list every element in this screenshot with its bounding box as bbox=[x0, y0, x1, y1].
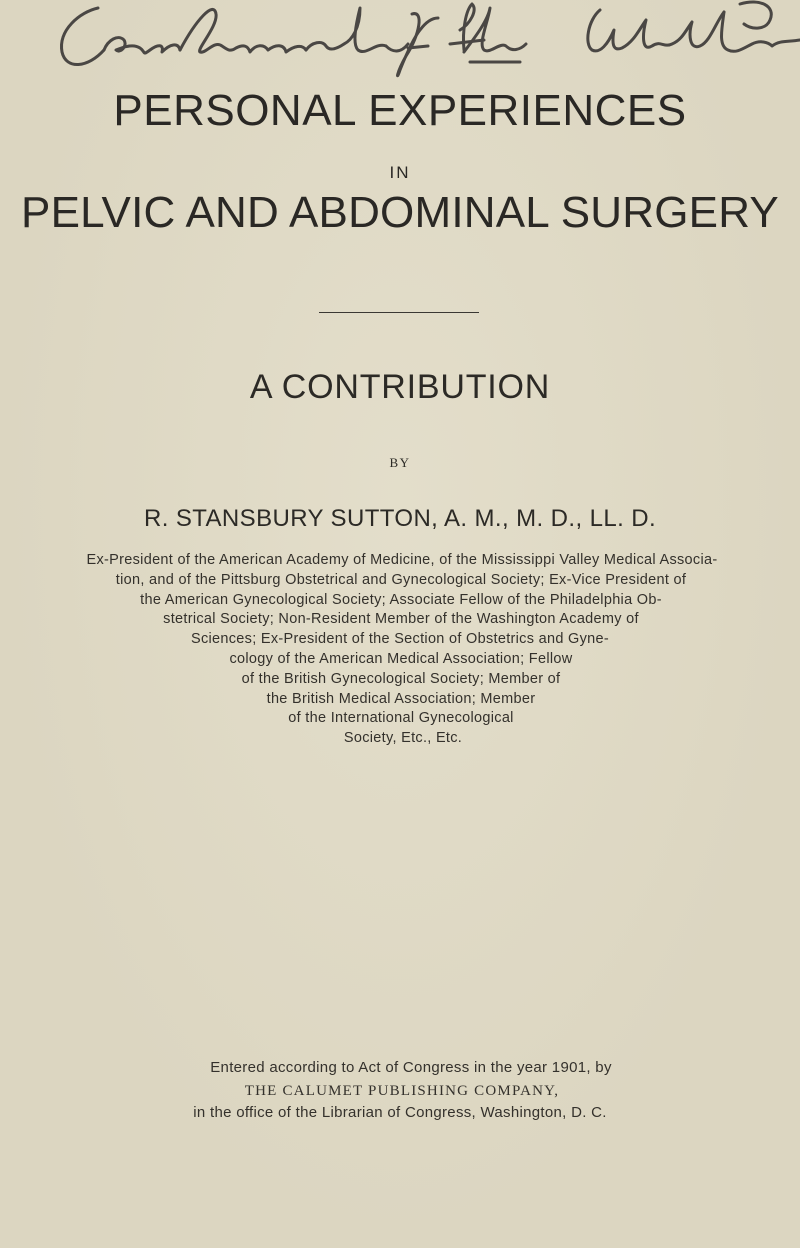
copyright-imprint bbox=[0, 1057, 800, 1125]
credential-line: the American Gynecological Society; Associate Fellow of the Philadelphia Ob- bbox=[140, 591, 662, 608]
author-name: R. STANSBURY SUTTON, A. M., M. D., LL. D. bbox=[143, 505, 657, 532]
book-title-line-2: PELVIC AND ABDOMINAL SURGERY bbox=[21, 188, 779, 237]
title-connector: IN bbox=[389, 163, 411, 182]
credential-line: tion, and of the Pittsburg Obstetrical and Gynecological Society; Ex-Vice President of bbox=[115, 571, 687, 588]
credential-line: Society, Etc., Etc. bbox=[343, 730, 463, 747]
by-label: BY bbox=[389, 455, 411, 470]
book-title-line-1: PERSONAL EXPERIENCES bbox=[113, 86, 687, 135]
credential-line: the British Medical Association; Member bbox=[266, 690, 536, 707]
credential-line: Sciences; Ex-President of the Section of Obstetrics and Gyne- bbox=[190, 631, 610, 648]
copyright-line: Entered according to Act of Congress in the year 1901, by bbox=[210, 1059, 612, 1076]
contribution-heading: A CONTRIBUTION bbox=[249, 368, 551, 406]
copyright-office-line: in the office of the Librarian of Congress, Washington, D. C. bbox=[193, 1104, 607, 1121]
handwriting-signature bbox=[0, 0, 800, 90]
author-credentials bbox=[0, 551, 800, 749]
credential-line: stetrical Society; Non-Resident Member of the Washington Academy of bbox=[163, 611, 639, 628]
credential-line: Ex-President of the American Academy of Medicine, of the Mississippi Valley Medical Associa- bbox=[86, 552, 718, 568]
credential-line: cology of the American Medical Association; Fellow bbox=[229, 650, 573, 667]
credential-line: of the British Gynecological Society; Member of bbox=[241, 670, 561, 687]
credential-line: of the International Gynecological bbox=[288, 710, 514, 727]
publisher-name: THE CALUMET PUBLISHING COMPANY, bbox=[244, 1082, 560, 1099]
handwritten-inscription bbox=[0, 0, 800, 90]
divider-rule bbox=[319, 312, 479, 313]
